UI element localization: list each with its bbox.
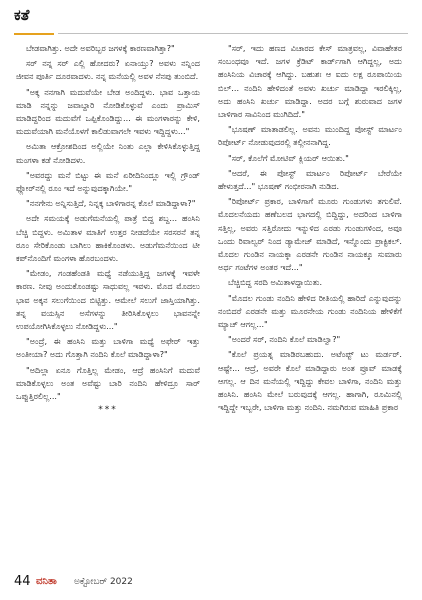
- paragraph: "ಮೊದಲ ಗುಂಡು ನಂದಿನಿ ಹೇಳಿದ ರೀತಿಯಲ್ಲಿ ಹಾರಿದೆ ಎನ್ನುವುದನ್ನು ನಂಬಿದರೆ ಎರಡನೇ ಮತ್ತು ಮೂರನೇಯ ಗುಂಡು ನಂದಿನಿಯ ಹೇಳಿಕೆಗೆ ಮ್ಯಾಚ್ ಆಗಲ್ಲ...": [218, 292, 402, 330]
- paragraph: ಅದೇ ಸಮಯಕ್ಕೆ ಅಡುಗೆಮನೆಯಲ್ಲಿ ಪಾತ್ರೆ ಬಿದ್ದ ಶಬ್ದ... ಹಂಸಿನಿ ಬೆಚ್ಚಿ ಬಿದ್ದಳು. ಅಮಿತಾಳ ಮಾತಿಗೆ ಉತ್ತರ ನೀಡದೆಯೇ ಸರಸರನೆ ತನ್ನ ರೂಂ ಸೇರಿಕೊಂಡು ಬಾಗಿಲು ಹಾಕಿಕೊಂಡಳು. ಅಡುಗೆಮನೆಯಿಂದ ಟೀ ಕಪ್‌ನೊಂದಿಗೆ ಮಂಗಳಾ ಹೊರಬಂದಳು.: [16, 213, 200, 264]
- left-column: [16, 42, 200, 562]
- paragraph: "ಅದಿಲ್ಲಾ ಏನೂ ಗೊತ್ತಿಲ್ಲ ಮೇಡಂ, ಆದ್ರೆ ಹಂಸಿನಿಗೆ ಮದುವೆ ಮಾಡಿಕೊಳ್ಳಲು ಅಂತ ಅವೆಷ್ಟು ಬಾರಿ ನಂದಿನಿ ಹೇಳಿದ್ರೂ ಸಾರ್ ಒಪ್ಪುತ್ತಿರಲಿಲ್ಲ...": [16, 364, 200, 402]
- page-number: 44: [14, 574, 31, 589]
- paragraph: ಸರ್ ನನ್ನ ಸರ್ ಎಲ್ಲಿ ಹೋದರು? ಏನಾಯ್ತು? ಅವಳು ನನ್ನಿಂದ ಜೀವನ ಪೂರ್ತಿ ದೂರವಾದಳು. ನನ್ನ ಮನೆಯಲ್ಲಿ ಅವಳ ನೆನಪು ತುಂಬಿದೆ.: [16, 58, 200, 82]
- header-accent-rule: [14, 33, 54, 35]
- paragraph: "ಸರ್, ಕೊಲೆಗೆ ಮೋಟಿವ್ ಕ್ಲಿಯರ್ ಆಯಿತು.": [228, 152, 349, 163]
- paragraph: "ಅಂದರೆ ಸರ್, ನಂದಿನಿ ಕೊಲೆ ಮಾಡಿಲ್ವಾ?": [228, 334, 341, 345]
- paragraph: "ಮೇಡಂ, ಗಂಡಹೆಂಡತಿ ಮಧ್ಯೆ ನಡೆಯುತ್ತಿದ್ದ ಜಗಳಕ್ಕೆ ಇವಳೇ ಕಾರಣ. ನೀವು ಅಂದುಕೊಂಡಷ್ಟು ಸಾಧುವಲ್ಲ ಇವಳು. ಮೊದ ಮೊದಲು ಭಾವ ಅಕ್ಕನ ಸಲುಗೆಯಿಂದ ಬಿಟ್ಟಿತ್ತು. ಆಮೇಲೆ ಸಲುಗೆ ಜಾಸ್ತಿಯಾಗಿತ್ತು. ತನ್ನ ವಯಸ್ಸಿನ ಅಸೆಗಳನ್ನು ತೀರಿಸಿಕೊಳ್ಳಲು ಭಾವನನ್ನೇ ಉಪಯೋಗಿಸಿಕೊಳ್ಳಲು ನೋಡಿದ್ದಳು...": [16, 268, 200, 332]
- header-divider: [58, 33, 408, 34]
- end-mark: ***: [98, 405, 118, 416]
- paragraph: "ಅಕ್ಕ ನನಗಾಗಿ ಮದುವೆಯೇ ಬೇಡ ಅಂದಿದ್ದಳು. ಭಾವ ಒತ್ತಾಯ ಮಾಡಿ ನನ್ನನ್ನು ಜವಾಬ್ದಾರಿ ನೋಡಿಕೊಳ್ಳುವೆ ಎಂದು ಪ್ರಾಮಿಸ್ ಮಾಡಿದ್ದರಿಂದ ಮದುವೆಗೆ ಒಪ್ಪಿಕೊಂಡಿದ್ದು... ಈ ಮಂಗಳಾರನ್ನು ಕೇಳಿ, ಮದುವೆಯಾಗಿ ಮನೆಯೊಳಗೆ ಕಾಲಿಡುವಾಗಲೇ ಇವಳು ಇದ್ದಿದ್ದಳು...": [16, 86, 200, 137]
- right-column: [218, 42, 402, 562]
- paragraph: "ಅದರೆ, ಈ ಪೋಸ್ಟ್ ಮಾರ್ಟಂ ರಿಪೋರ್ಟ್ ಬೇರೆಯೇ ಹೇಳುತ್ತದೆ..." ಭೂಷಣ್ ಗಂಭೀರನಾಗಿ ನುಡಿದ.: [218, 167, 402, 192]
- paragraph: "ರಿಪೋರ್ಟ್ ಪ್ರಕಾರ, ಬಾಳಿಗಾಗೆ ಮೂರು ಗುಂಡುಗಳು ತಗುಲಿವೆ. ಮೊದಲನೆಯದು ಹಣೆಬಲದ ಭಾಗದಲ್ಲಿ ಬಿದ್ದಿದ್ದು, ಅದರಿಂದ ಬಾಳಿಗಾ ಸತ್ತಿಲ್ಲ, ಅವರು ಸತ್ತಿರೋದು ಇನ್ನುಳಿದ ಎರಡು ಗುಂಡುಗಳಿಂದ, ಅವೂ ಒಂದು ರಿವಾಲ್ವರ್ ನಿಂದ ಡ್ಯಾಮೇಜ್ ಮಾಡಿದೆ, ಇನ್ನೊಂದು ಪ್ರಾಕ್ಟಿಕಲ್. ಮೊದಲ ಗುಂಡಿನ ನಾಯಕ್ಕಾ ಎರಡನೇ ಗುಂಡಿನ ನಾಯಕ್ಕೂ ಸುಮಾರು ಅರ್ಧ ಗಂಟೆಗಳ ಅಂತರ ಇದೆ...": [218, 196, 402, 273]
- page-footer: [14, 574, 408, 594]
- paragraph: "ಸರ್, ಇದು ಹಣದ ವಿಚಾರದ ಕೇಸ್ ಮಾತ್ರವಲ್ಲ, ವಿವಾಹೇತರ ಸಂಬಂಧವೂ ಇದೆ. ಜಗಳ ಕ್ರೆಡಿಟ್ ಕಾರ್ಡ್‌ಗಾಗಿ ಆಗಿದ್ದಲ್ಲ, ಅದು ಹಂಸಿನಿಯ ವಿಚಾರಕ್ಕೆ ಆಗಿದ್ದು. ಬಹುಶಃ ಆ ಐದು ಲಕ್ಷ ರೂಪಾಯಿಯ ಬಿಲ್... ನಂದಿನಿ ಹೇಳಿದಂತೆ ಅವಳು ಖರ್ಚು ಮಾಡಿದ್ದಾ ಇರಲಿಕ್ಕಿಲ್ಲ, ಅದು ಹಂಸಿನಿ ಖರ್ಚು ಮಾಡಿದ್ದಾ. ಅದರ ಬಗ್ಗೆ ಶುರುವಾದ ಜಗಳ ಬಾಳಿಗಾರ ಸಾವಿನಿಂದ ಮುಗಿದಿದೆ.": [218, 43, 402, 120]
- paragraph: ಅಮಿತಾ ಆಕ್ರೋಶದಿಂದ ಅಲ್ಲಿಯೇ ನಿಂತು ಎಲ್ಲಾ ಕೇಳಿಸಿಕೊಳ್ಳುತ್ತಿದ್ದ ಮಂಗಳಾ ಕಡೆ ನೋಡಿದಳು.: [16, 141, 200, 165]
- paragraph: "ಅಂದ್ರೆ, ಈ ಹಂಸಿನಿ ಮತ್ತು ಬಾಳಿಗಾ ಮಧ್ಯೆ ಅಫೇರ್ ಇತ್ತು ಅಂತೀಯಾ? ಅದು ಗೊತ್ತಾಗಿ ನಂದಿನಿ ಕೊಲೆ ಮಾಡಿದ್ದಾಳಾ?": [16, 336, 200, 360]
- page-header: [14, 6, 408, 36]
- paragraph: "ಅವರದ್ದು ಮನೆ ಬಿಟ್ಟು ಈ ಮನೆ ಏರೀದಿನಿಂದ್ಲೂ ಇಲ್ಲಿ ಗ್ರೌಂಡ್ ಫ್ಲೋರ್‌ನಲ್ಲಿ ರೂಂ ಇದೆ ಅನ್ನುವುದಕ್ಕಾಗಿಯೇ.": [16, 169, 200, 194]
- magazine-name: ವನಿತಾ: [36, 576, 57, 587]
- paragraph: "ಕೊಲೆ ಪ್ರಯತ್ನ ಮಾಡಿರಬಹುದು. ಅಟೆಂಪ್ಟ್ ಟು ಮರ್ಡರ್. ಆಷ್ಟೇ... ಆದ್ರೆ, ಅವರೇ ಕೊಲೆ ಮಾಡಿದ್ದಾರು ಅಂತ ಪ್ರೂವ್ ಮಾಡಕ್ಕೆ ಆಗಲ್ಲ. ಆ ದಿನ ಮನೆಯಲ್ಲಿ ಇದ್ದಿದ್ದು ಕೇವಲ ಬಾಳಿಗಾ, ನಂದಿನಿ ಮತ್ತು ಹಂಸಿನಿ. ಹಂಸಿನಿ ಮೇಲೆ ಬರುವುದಕ್ಕೆ ಆಗಲ್ಲ. ಹಾಗಾಗಿ, ರೂಮಿನಲ್ಲಿ ಇದ್ದಿದ್ದೇ ಇಬ್ಬರೇ, ಬಾಳಿಗಾ ಮತ್ತು ನಂದಿನಿ. ನಮಗಿರುವ ಮಾಹಿತಿ ಪ್ರಕಾರ: [218, 349, 402, 413]
- paragraph: ಬೇಡವಾಗಿತ್ತು. ಅದೇ ಅವರಿಬ್ಬರ ಜಗಳಕ್ಕೆ ಕಾರಣವಾಗಿತ್ತಾ?": [26, 43, 175, 53]
- paragraph: "ನನಗೇನು ಅನ್ನಿಸುತ್ತಿದೆ, ನಿನ್ನಕ್ಕ ಬಾಳಿಗಾರನ್ನ ಕೊಲೆ ಮಾಡಿದ್ದಾಳಾ?": [26, 198, 196, 209]
- paragraph: "ಭೂಷಣ್ ಮಾತಾಡಲಿಲ್ಲ. ಅವನು ಮುಂದಿದ್ದ ಪೋಸ್ಟ್ ಮಾರ್ಟಂ ರಿಪೋರ್ಟ್ ನೋಡುವುದರಲ್ಲಿ ತಲ್ಲೀನನಾಗಿದ್ದ.: [218, 124, 402, 148]
- section-title: ಕತೆ: [14, 6, 30, 24]
- issue-date: ಅಕ್ಟೋಬರ್ 2022: [74, 577, 133, 587]
- paragraph: ಬೆಚ್ಚಿಬಿದ್ದ ಸರದಿ ಅಮಿತಾಳದ್ದಾಯಿತು.: [228, 277, 323, 288]
